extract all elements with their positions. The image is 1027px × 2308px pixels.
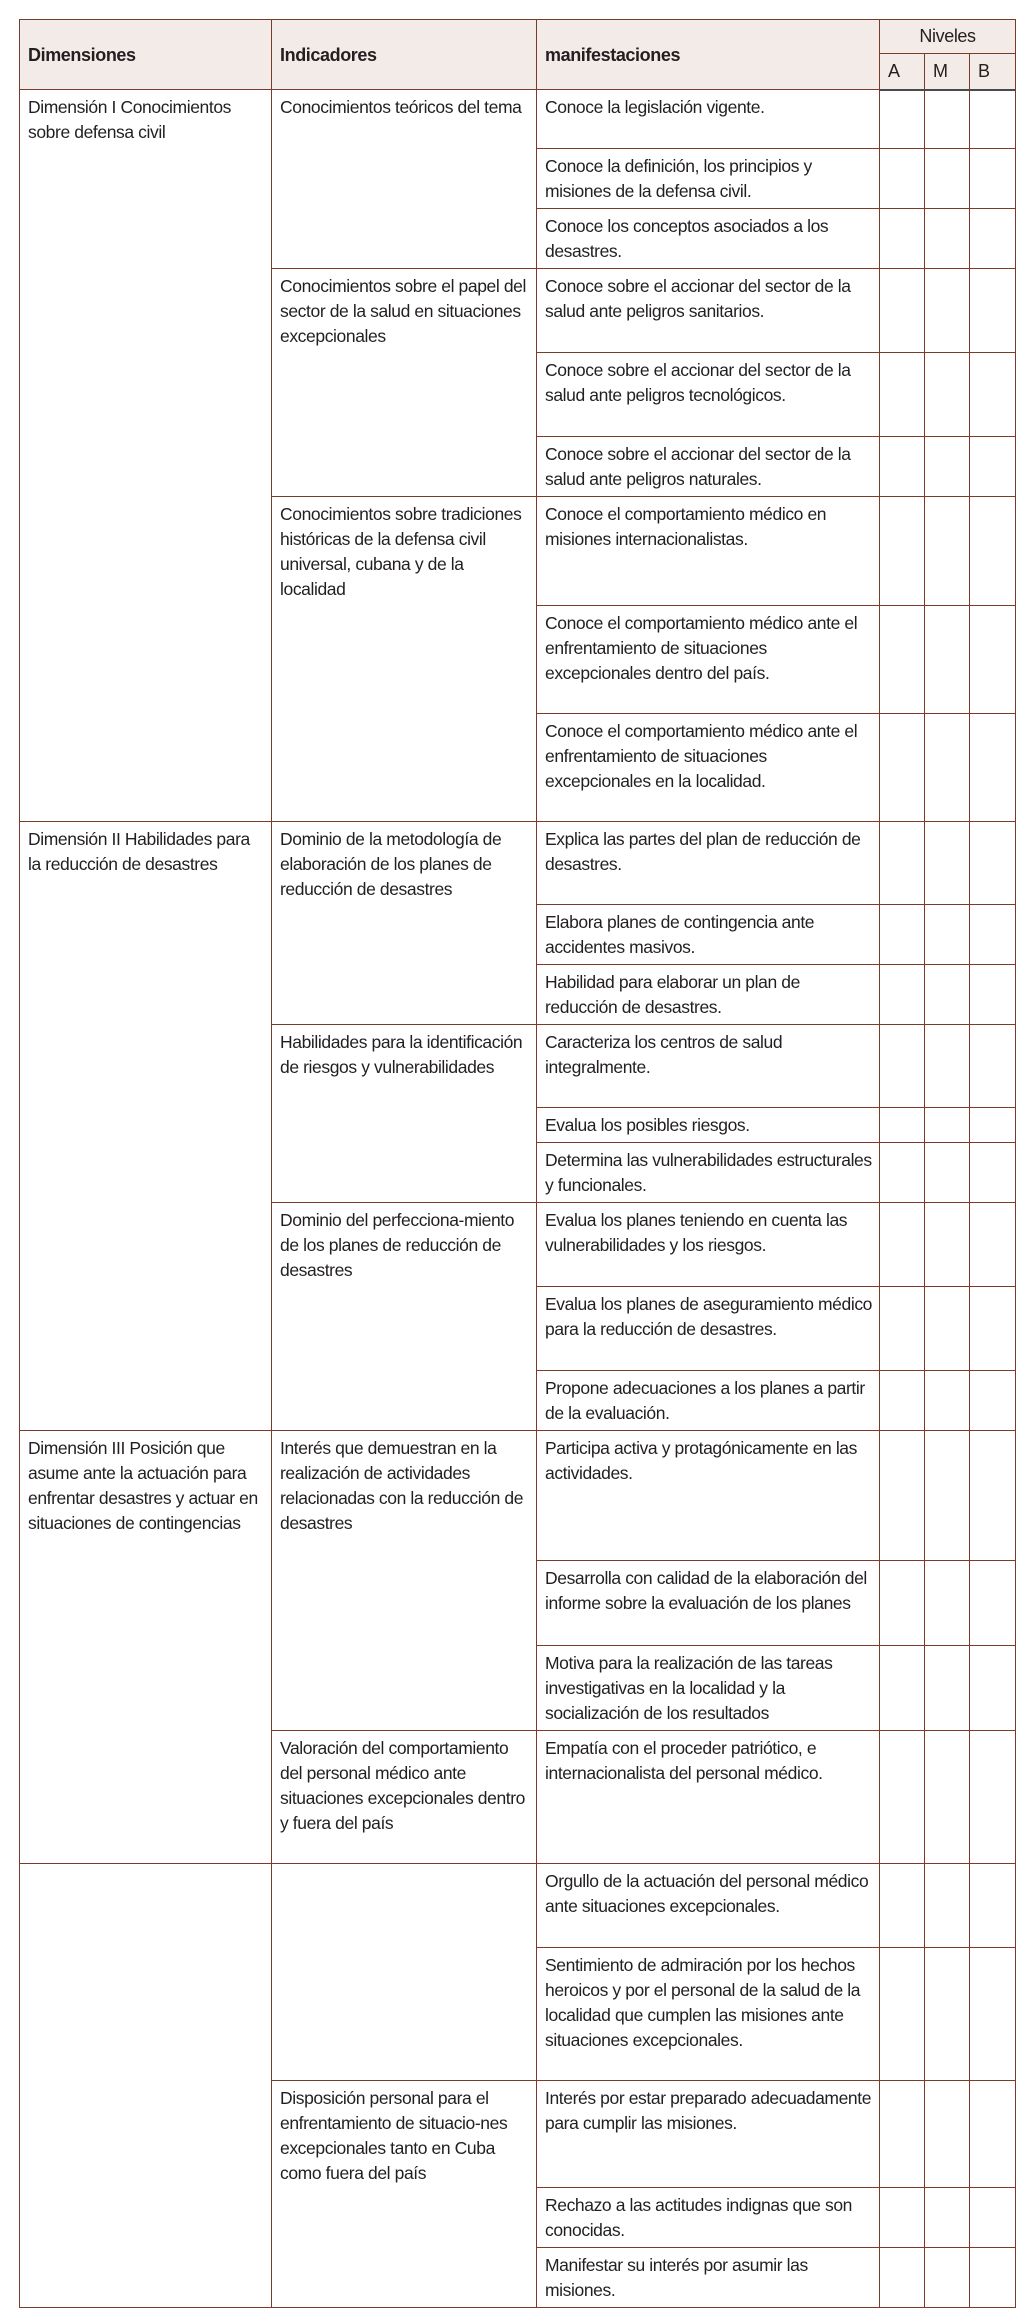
level-m-cell[interactable] bbox=[925, 822, 970, 905]
level-a-cell[interactable] bbox=[880, 905, 925, 965]
manifestation-cell: Orgullo de la actuación del personal médico ante situaciones excepcionales. bbox=[537, 1864, 880, 1948]
manifestation-cell: Conoce sobre el accionar del sector de la salud ante peligros naturales. bbox=[537, 437, 880, 497]
indicator-cell: Habilidades para la identificación de riesgos y vulnerabilidades bbox=[272, 1025, 537, 1203]
level-a-cell[interactable] bbox=[880, 1864, 925, 1948]
level-m-cell[interactable] bbox=[925, 905, 970, 965]
manifestation-cell: Habilidad para elaborar un plan de reducción de desastres. bbox=[537, 965, 880, 1025]
level-a-cell[interactable] bbox=[880, 2248, 925, 2308]
level-b-cell[interactable] bbox=[970, 965, 1016, 1025]
level-m-cell[interactable] bbox=[925, 497, 970, 606]
level-a-cell[interactable] bbox=[880, 437, 925, 497]
level-a-cell[interactable] bbox=[880, 1948, 925, 2081]
indicator-cell: Dominio del perfecciona-miento de los planes de reducción de desastres bbox=[272, 1203, 537, 1431]
manifestation-cell: Explica las partes del plan de reducción de desastres. bbox=[537, 822, 880, 905]
level-b-cell[interactable] bbox=[970, 209, 1016, 269]
manifestation-cell: Conoce los conceptos asociados a los desastres. bbox=[537, 209, 880, 269]
manifestation-cell: Evalua los planes teniendo en cuenta las vulnerabilidades y los riesgos. bbox=[537, 1203, 880, 1287]
level-m-cell[interactable] bbox=[925, 209, 970, 269]
level-b-cell[interactable] bbox=[970, 353, 1016, 437]
manifestation-cell: Sentimiento de admiración por los hechos heroicos y por el personal de la salud de la localidad que cumplen las misiones ante situaciones excepcionales. bbox=[537, 1948, 880, 2081]
indicator-cell: Valoración del comportamiento del personal médico ante situaciones excepcionales dentro y fuera del país bbox=[272, 1731, 537, 1864]
table-row bbox=[20, 90, 1016, 149]
level-m-cell[interactable] bbox=[925, 1371, 970, 1431]
level-a-cell[interactable] bbox=[880, 822, 925, 905]
indicator-cell: Disposición personal para el enfrentamiento de situacio-nes excepcionales tanto en Cuba como fuera del país bbox=[272, 2081, 537, 2308]
level-a-cell[interactable] bbox=[880, 1203, 925, 1287]
level-a-cell[interactable] bbox=[880, 1143, 925, 1203]
manifestation-cell: Determina las vulnerabilidades estructurales y funcionales. bbox=[537, 1143, 880, 1203]
manifestation-cell: Manifestar su interés por asumir las misiones. bbox=[537, 2248, 880, 2308]
level-m-cell[interactable] bbox=[925, 2081, 970, 2188]
manifestation-cell: Conoce la definición, los principios y misiones de la defensa civil. bbox=[537, 149, 880, 209]
level-b-cell[interactable] bbox=[970, 2248, 1016, 2308]
level-b-cell[interactable] bbox=[970, 1864, 1016, 1948]
table-row bbox=[20, 1431, 1016, 1561]
header-level-m: M bbox=[925, 53, 970, 89]
dimension-3-cell: Dimensión III Posición que asume ante la actuación para enfrentar desastres y actuar en situaciones de contingencias bbox=[20, 1431, 272, 1864]
level-a-cell[interactable] bbox=[880, 1287, 925, 1371]
manifestation-cell: Empatía con el proceder patriótico, e internacionalista del personal médico. bbox=[537, 1731, 880, 1864]
table-row bbox=[20, 1864, 1016, 1948]
manifestation-cell: Motiva para la realización de las tareas investigativas en la localidad y la socialización de los resultados bbox=[537, 1646, 880, 1731]
level-m-cell[interactable] bbox=[925, 1948, 970, 2081]
level-m-cell[interactable] bbox=[925, 90, 970, 149]
level-b-cell[interactable] bbox=[970, 714, 1016, 822]
level-a-cell[interactable] bbox=[880, 149, 925, 209]
level-m-cell[interactable] bbox=[925, 269, 970, 353]
header-indicadores: Indicadores bbox=[272, 20, 537, 90]
level-m-cell[interactable] bbox=[925, 714, 970, 822]
level-b-cell[interactable] bbox=[970, 822, 1016, 905]
manifestation-cell: Interés por estar preparado adecuadamente para cumplir las misiones. bbox=[537, 2081, 880, 2188]
level-m-cell[interactable] bbox=[925, 1108, 970, 1143]
manifestation-cell: Evalua los planes de aseguramiento médico para la reducción de desastres. bbox=[537, 1287, 880, 1371]
level-a-cell[interactable] bbox=[880, 1025, 925, 1108]
level-m-cell[interactable] bbox=[925, 437, 970, 497]
level-b-cell[interactable] bbox=[970, 1025, 1016, 1108]
evaluation-table-container bbox=[19, 19, 1015, 2308]
level-b-cell[interactable] bbox=[970, 606, 1016, 714]
level-b-cell[interactable] bbox=[970, 1948, 1016, 2081]
level-b-cell[interactable] bbox=[970, 90, 1016, 149]
level-a-cell[interactable] bbox=[880, 2188, 925, 2248]
manifestation-cell: Participa activa y protagónicamente en las actividades. bbox=[537, 1431, 880, 1561]
header-level-a: A bbox=[880, 53, 925, 89]
level-b-cell[interactable] bbox=[970, 1287, 1016, 1371]
level-m-cell[interactable] bbox=[925, 1561, 970, 1646]
level-b-cell[interactable] bbox=[970, 1431, 1016, 1561]
level-b-cell[interactable] bbox=[970, 1108, 1016, 1143]
evaluation-table bbox=[19, 19, 1016, 2308]
manifestation-cell: Elabora planes de contingencia ante accidentes masivos. bbox=[537, 905, 880, 965]
level-m-cell[interactable] bbox=[925, 1203, 970, 1287]
indicator-cell: Dominio de la metodología de elaboración de los planes de reducción de desastres bbox=[272, 822, 537, 1025]
level-a-cell[interactable] bbox=[880, 606, 925, 714]
level-a-cell[interactable] bbox=[880, 1646, 925, 1731]
indicator-cell: Conocimientos sobre el papel del sector de la salud en situaciones excepcionales bbox=[272, 269, 537, 497]
manifestation-cell: Evalua los posibles riesgos. bbox=[537, 1108, 880, 1143]
indicator-cell: Conocimientos teóricos del tema bbox=[272, 90, 537, 269]
level-m-cell[interactable] bbox=[925, 149, 970, 209]
level-m-cell[interactable] bbox=[925, 965, 970, 1025]
indicator-cell: Interés que demuestran en la realización de actividades relacionadas con la reducción de desastres bbox=[272, 1431, 537, 1731]
manifestation-cell: Conoce el comportamiento médico en misiones internacionalistas. bbox=[537, 497, 880, 606]
level-a-cell[interactable] bbox=[880, 209, 925, 269]
level-b-cell[interactable] bbox=[970, 1143, 1016, 1203]
manifestation-cell: Conoce el comportamiento médico ante el enfrentamiento de situaciones excepcionales en la localidad. bbox=[537, 714, 880, 822]
manifestation-cell: Conoce la legislación vigente. bbox=[537, 90, 880, 149]
level-m-cell[interactable] bbox=[925, 1646, 970, 1731]
level-a-cell[interactable] bbox=[880, 269, 925, 353]
level-a-cell[interactable] bbox=[880, 1561, 925, 1646]
level-m-cell[interactable] bbox=[925, 1431, 970, 1561]
level-a-cell[interactable] bbox=[880, 965, 925, 1025]
level-b-cell[interactable] bbox=[970, 1561, 1016, 1646]
level-a-cell[interactable] bbox=[880, 353, 925, 437]
level-b-cell[interactable] bbox=[970, 2188, 1016, 2248]
level-b-cell[interactable] bbox=[970, 1731, 1016, 1864]
manifestation-cell: Conoce sobre el accionar del sector de la salud ante peligros tecnológicos. bbox=[537, 353, 880, 437]
level-b-cell[interactable] bbox=[970, 905, 1016, 965]
level-m-cell[interactable] bbox=[925, 1864, 970, 1948]
level-b-cell[interactable] bbox=[970, 2081, 1016, 2188]
level-m-cell[interactable] bbox=[925, 353, 970, 437]
level-a-cell[interactable] bbox=[880, 1371, 925, 1431]
level-a-cell[interactable] bbox=[880, 90, 925, 149]
manifestation-cell: Rechazo a las actitudes indignas que son conocidas. bbox=[537, 2188, 880, 2248]
manifestation-cell: Conoce sobre el accionar del sector de la salud ante peligros sanitarios. bbox=[537, 269, 880, 353]
header-niveles: Niveles bbox=[880, 20, 1016, 54]
level-b-cell[interactable] bbox=[970, 1646, 1016, 1731]
level-a-cell[interactable] bbox=[880, 497, 925, 606]
table-row bbox=[20, 822, 1016, 905]
level-b-cell[interactable] bbox=[970, 1371, 1016, 1431]
level-m-cell[interactable] bbox=[925, 1143, 970, 1203]
level-b-cell[interactable] bbox=[970, 437, 1016, 497]
level-a-cell[interactable] bbox=[880, 1431, 925, 1561]
dimension-1-cell: Dimensión I Conocimientos sobre defensa civil bbox=[20, 90, 272, 822]
level-b-cell[interactable] bbox=[970, 1203, 1016, 1287]
level-m-cell[interactable] bbox=[925, 1287, 970, 1371]
level-m-cell[interactable] bbox=[925, 606, 970, 714]
indicator-cell bbox=[272, 1864, 537, 2081]
level-b-cell[interactable] bbox=[970, 497, 1016, 606]
header-level-b: B bbox=[970, 53, 1016, 89]
level-m-cell[interactable] bbox=[925, 1025, 970, 1108]
indicator-cell: Conocimientos sobre tradiciones históricas de la defensa civil universal, cubana y de la localidad bbox=[272, 497, 537, 822]
level-a-cell[interactable] bbox=[880, 2081, 925, 2188]
level-a-cell[interactable] bbox=[880, 714, 925, 822]
dimension-continuation-cell bbox=[20, 1864, 272, 2308]
level-m-cell[interactable] bbox=[925, 2248, 970, 2308]
level-a-cell[interactable] bbox=[880, 1108, 925, 1143]
header-manifestaciones: manifestaciones bbox=[537, 20, 880, 90]
header-dimensiones: Dimensiones bbox=[20, 20, 272, 90]
level-m-cell[interactable] bbox=[925, 1731, 970, 1864]
level-b-cell[interactable] bbox=[970, 269, 1016, 353]
level-b-cell[interactable] bbox=[970, 149, 1016, 209]
level-a-cell[interactable] bbox=[880, 1731, 925, 1864]
manifestation-cell: Desarrolla con calidad de la elaboración del informe sobre la evaluación de los planes bbox=[537, 1561, 880, 1646]
level-m-cell[interactable] bbox=[925, 2188, 970, 2248]
manifestation-cell: Conoce el comportamiento médico ante el enfrentamiento de situaciones excepcionales dentro del país. bbox=[537, 606, 880, 714]
dimension-2-cell: Dimensión II Habilidades para la reducción de desastres bbox=[20, 822, 272, 1431]
manifestation-cell: Propone adecuaciones a los planes a partir de la evaluación. bbox=[537, 1371, 880, 1431]
manifestation-cell: Caracteriza los centros de salud integralmente. bbox=[537, 1025, 880, 1108]
